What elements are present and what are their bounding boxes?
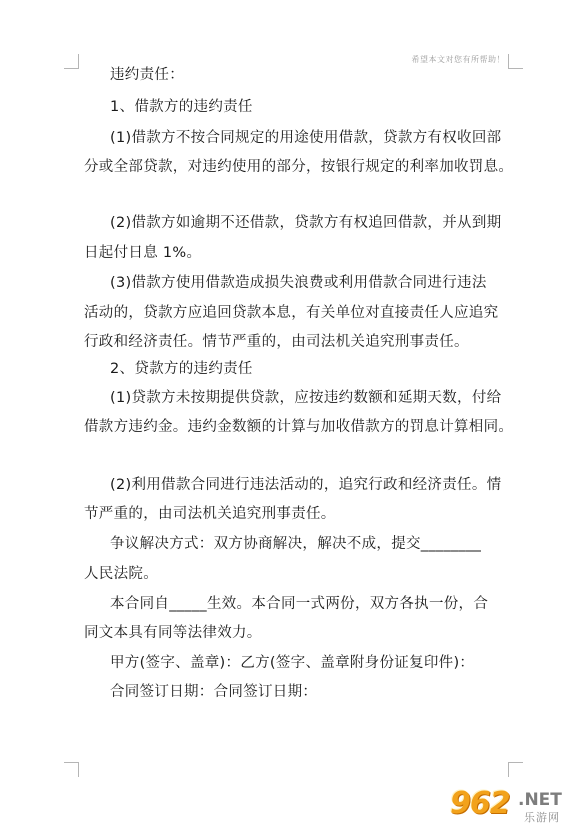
- signature-parties-line: 甲方(签字、盖章)：乙方(签字、盖章附身份证复印件)：: [110, 655, 475, 671]
- subheading-borrower-breach: 1、借款方的违约责任: [110, 99, 253, 115]
- paragraph-line: (3)借款方使用借款造成损失浪费或利用借款合同进行违法: [110, 275, 487, 291]
- section-heading-breach: 违约责任：: [110, 67, 184, 83]
- paragraph-line: 节严重的，由司法机关追究刑事责任。: [84, 506, 336, 522]
- effective-date-line: 本合同自_____生效。本合同一式两份，双方各执一份，合: [110, 596, 489, 612]
- paragraph-line: (2)借款方如逾期不还借款，贷款方有权追回借款，并从到期: [110, 215, 502, 231]
- paragraph-line: 借款方违约金。违约金数额的计算与加收借款方的罚息计算相同。: [84, 419, 514, 435]
- paragraph-line: (1)借款方不按合同规定的用途使用借款，贷款方有权收回部: [110, 130, 502, 146]
- paragraph-line: 行政和经济责任。情节严重的，由司法机关追究刑事责任。: [84, 334, 469, 350]
- signing-date-line: 合同签订日期：合同签订日期：: [110, 684, 318, 700]
- paragraph-line: 分或全部贷款，对违约使用的部分，按银行规定的利率加收罚息。: [84, 159, 514, 175]
- paragraph-line: (1)贷款方未按期提供贷款，应按违约数额和延期天数，付给: [110, 390, 502, 406]
- paragraph-line: 同文本具有同等法律效力。: [84, 625, 262, 641]
- header-note: 希望本文对您有所帮助！: [411, 55, 505, 64]
- watermark-suffix: .NET: [518, 790, 562, 810]
- paragraph-line: (2)利用借款合同进行违法活动的，追究行政和经济责任。情: [110, 477, 502, 493]
- paragraph-line: 日起付日息 1%。: [84, 245, 202, 261]
- dispute-resolution-line: 争议解决方式：双方协商解决，解决不成，提交________: [110, 536, 482, 552]
- corner-mark-top-left: [64, 54, 79, 69]
- corner-mark-bottom-left: [64, 762, 79, 777]
- paragraph-line: 活动的，贷款方应追回贷款本息，有关单位对直接责任人应追究: [84, 305, 499, 321]
- site-watermark-logo: [444, 786, 579, 826]
- watermark-number: 962: [450, 786, 510, 821]
- corner-mark-bottom-right: [508, 762, 523, 777]
- subheading-lender-breach: 2、贷款方的违约责任: [110, 361, 253, 377]
- watermark-site-name: 乐游网: [524, 811, 560, 824]
- paragraph-line: 人民法院。: [84, 566, 158, 582]
